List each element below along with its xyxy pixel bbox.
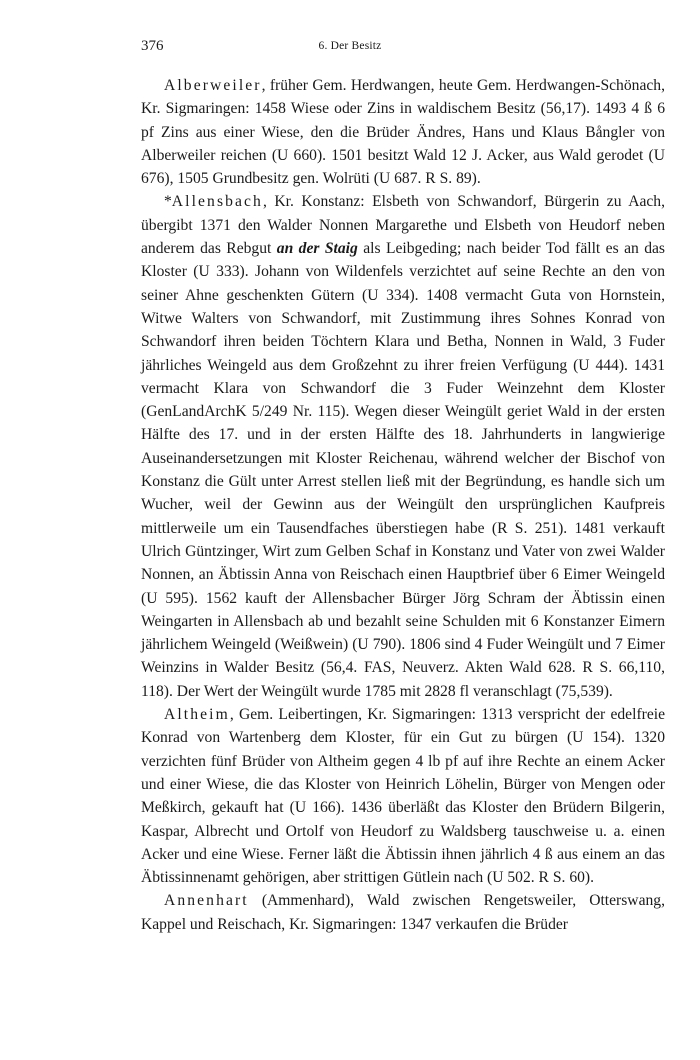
entry-annenhart: [141, 889, 665, 936]
place-name: Annenhart: [164, 892, 249, 910]
entry-allensbach: [141, 190, 665, 703]
place-name: Alberweiler: [164, 77, 262, 94]
running-head: 6. Der Besitz: [318, 40, 382, 52]
marker-asterisk: *: [164, 193, 172, 211]
entry-text: (Ammenhard), Wald zwischen Rengetsweiler, Otterswang, Kappel und Reischach, Kr. Sigmaringen: 1347 verkaufen die Brüder: [141, 892, 665, 933]
emphasized-term: an der Staig: [276, 240, 358, 258]
place-name: Altheim: [164, 706, 230, 724]
entry-alberweiler: [141, 74, 665, 190]
page-number: 376: [141, 38, 164, 54]
entry-text: , Kr. Konstanz: Elsbeth von Schwandorf, Bürgerin zu Aach, übergibt 1371 den Walder Nonnen Margarethe und Elsbeth von Heudorf neben anderem das Rebgut: [141, 193, 665, 258]
body-text: [141, 74, 665, 936]
entry-altheim: [141, 703, 665, 889]
entry-text: , früher Gem. Herdwangen, heute Gem. Herdwangen-Schönach, Kr. Sigmaringen: 1458 Wiese oder Zins in waldischem Besitz (56,17). 1493 4 ß 6 pf Zins aus einer Wiese, den die Brüder Ändres, Hans und Klaus Bångler von Alberweiler reichen (U 660). 1501 besitzt Wald 12 J. Acker, aus Wald gerodet (U 676), 1505 Grundbesitz gen. Wolrüti (U 687. R S. 89).: [141, 77, 665, 188]
entry-text: , Gem. Leibertingen, Kr. Sigmaringen: 1313 verspricht der edelfreie Konrad von Wartenberg dem Kloster, für ein Gut zu bürgen (U 154). 1320 verzichten fünf Brüder von Altheim gegen 4 lb pf auf ihre Rechte an einem Acker und einer Wiese, die das Kloster von Heinrich Löhelin, Bürger von Mengen oder Meßkirch, gekauft hat (U 166). 1436 überläßt das Kloster den Brüdern Bilgerin, Kaspar, Albrecht und Ortolf von Heudorf zu Waldsberg tauschweise u. a. einen Acker und eine Wiese. Ferner läßt die Äbtissin ihnen jährlich 4 ß aus einem an das Äbtissinnenamt gehörigen, aber strittigen Gütlein nach (U 502. R S. 60).: [141, 706, 665, 887]
entry-text-continued: als Leibgeding; nach beider Tod fällt es an das Kloster (U 333). Johann von Wildenfels verzichtet auf seine Rechte an den von seiner Ahne geschenkten Gütern (U 334). 1408 vermacht Guta von Hornstein, Witwe Walters von Schwandorf, mit Zustimmung ihres Sohnes Konrad von Schwandorf ihren beiden Töchtern Klara und Betha, Nonnen in Wald, 3 Fuder jährliches Weingeld aus dem Großzehnt zu ihrer freien Verfügung (U 444). 1431 vermacht Klara von Schwandorf die 3 Fuder Weinzehnt dem Kloster (GenLandArchK 5/249 Nr. 115). Wegen dieser Weingült geriet Wald in der ersten Hälfte des 17. und in der ersten Hälfte des 18. Jahrhunderts in langwierige Auseinandersetzungen mit Kloster Reichenau, während welcher der Bischof von Konstanz die Gült unter Arrest stellen ließ mit der Begründung, es handle sich um Wucher, weil der Gewinn aus der Weingült den ursprünglichen Kaufpreis mittlerweile um ein Tausendfaches überstiegen habe (R S. 251). 1481 verkauft Ulrich Güntzinger, Wirt zum Gelben Schaf in Konstanz und Vater von zwei Walder Nonnen, an Äbtissin Anna von Reischach einen Hauptbrief über 6 Eimer Weingeld (U 595). 1562 kauft der Allensbacher Bürger Jörg Schram der Äbtissin einen Weingarten in Allensbach ab und bezahlt seine Schulden mit 6 Konstanzer Eimern jährlichem Weingeld (Weißwein) (U 790). 1806 sind 4 Fuder Weingült und 7 Eimer Weinzins in Walder Besitz (56,4. FAS, Neuverz. Akten Wald 628. R S. 66,110, 118). Der Wert der Weingült wurde 1785 mit 2828 fl veranschlagt (75,539).: [141, 240, 666, 700]
place-name: Allensbach: [171, 193, 263, 211]
